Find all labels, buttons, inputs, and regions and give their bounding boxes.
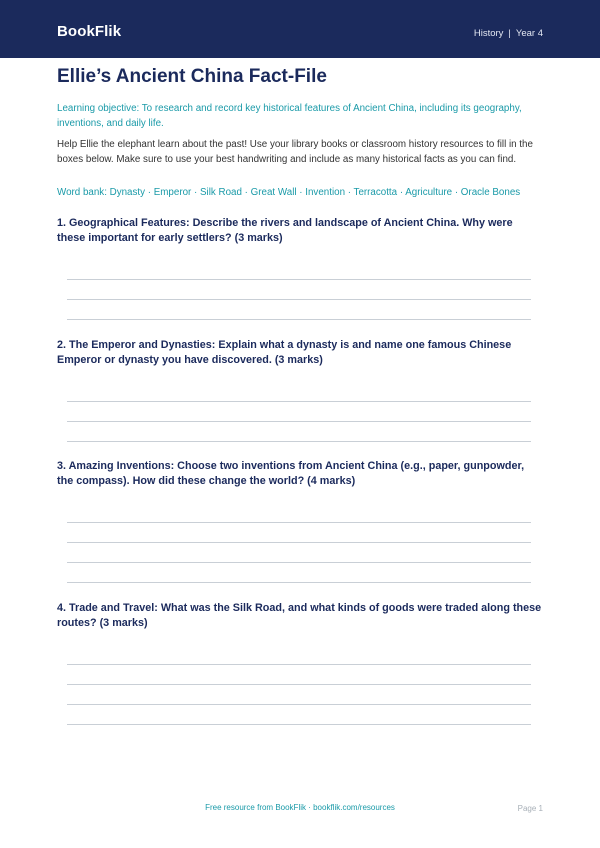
page-number: Page 1 [517,804,543,813]
answer-line[interactable] [67,441,531,442]
header-bar [0,0,600,58]
question-4: 4. Trade and Travel: What was the Silk Road, and what kinds of goods were traded along these routes? (3 marks) [57,602,542,629]
answer-line[interactable] [67,704,531,705]
question-1: 1. Geographical Features: Describe the rivers and landscape of Ancient China. Why were these important for early settlers? (3 marks) [57,217,513,244]
answer-line[interactable] [67,724,531,725]
learning-objective: Learning objective: To research and record key historical features of Ancient China, including its geography, inventions, and daily life. [57,103,522,129]
intro-text: Help Ellie the elephant learn about the past! Use your library books or classroom history resources to fill in the boxes below. Make sure to use your best handwriting and include as many historical facts as you can find. [57,139,533,165]
answer-line[interactable] [67,319,531,320]
question-2: 2. The Emperor and Dynasties: Explain what a dynasty is and name one famous Chinese Emperor or dynasty you have discovered. (3 marks) [57,339,512,366]
header-meta [474,28,543,39]
answer-line[interactable] [67,582,531,583]
subject-label: History [473,28,504,39]
answer-line[interactable] [67,684,531,685]
answer-line[interactable] [67,279,531,280]
page-title: Ellie’s Ancient China Fact-File [57,66,327,87]
header-separator: | [508,28,511,39]
answer-line[interactable] [67,401,531,402]
footer-credit[interactable]: Free resource from BookFlik · bookflik.com/resources [205,803,395,812]
brand-logo[interactable]: BookFlik [57,23,122,40]
word-bank: Word bank: Dynasty · Emperor · Silk Road · Great Wall · Invention · Terracotta · Agriculture · Oracle Bones [57,187,521,198]
answer-line[interactable] [67,522,531,523]
answer-line[interactable] [67,664,531,665]
answer-line[interactable] [67,421,531,422]
answer-line[interactable] [67,299,531,300]
answer-line[interactable] [67,542,531,543]
answer-line[interactable] [67,562,531,563]
question-3: 3. Amazing Inventions: Choose two inventions from Ancient China (e.g., paper, gunpowder, the compass). How did these change the world? (4 marks) [57,460,525,487]
year-label: Year 4 [515,28,543,39]
